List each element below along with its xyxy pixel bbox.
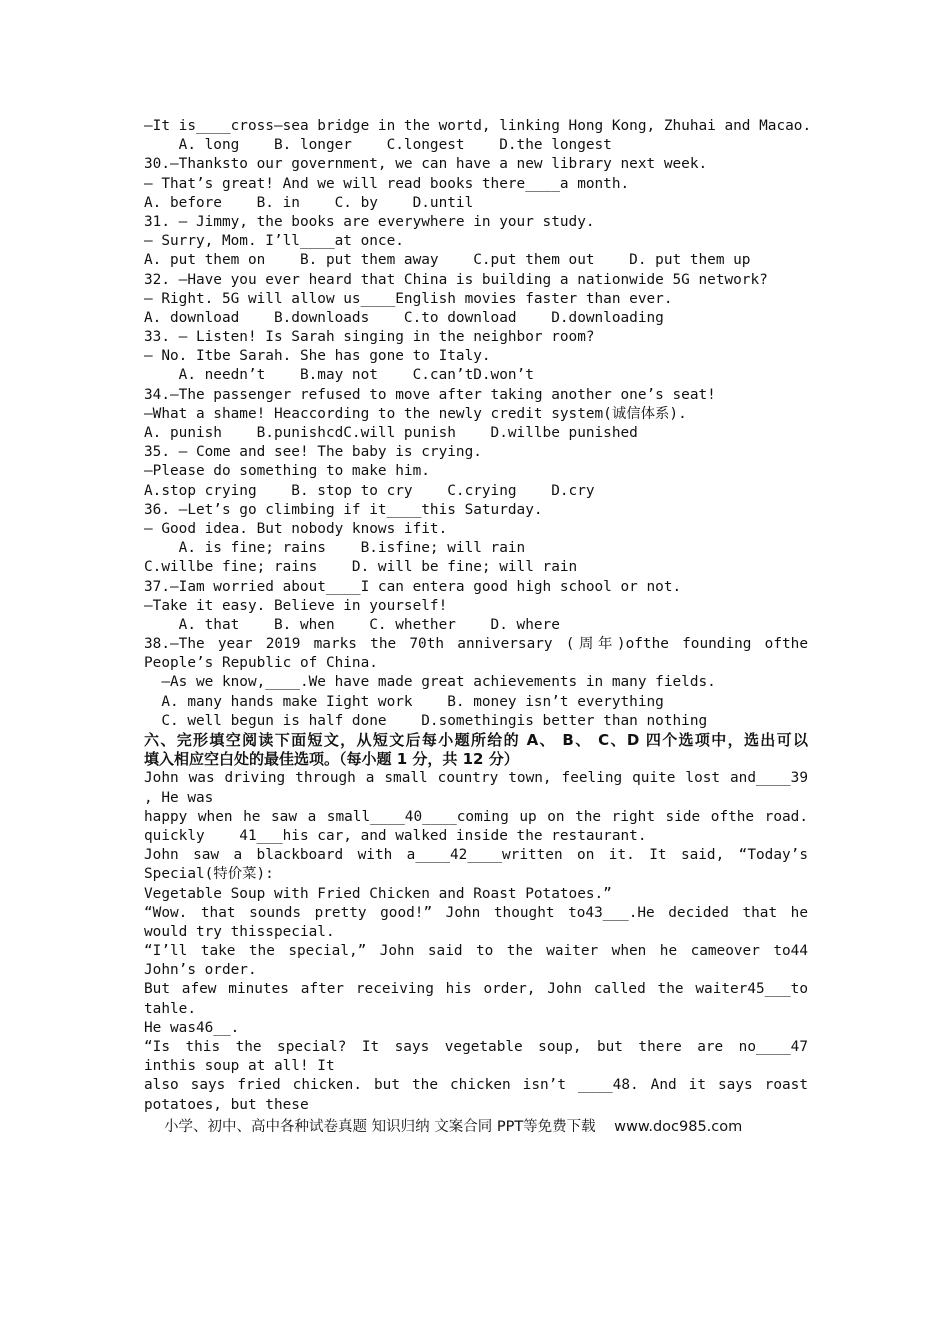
text-line: would try thisspecial. [144,923,335,940]
text-line: potatoes, but these [144,1096,309,1113]
text-line: — That’s great! And we will read books there____a month. [144,175,630,192]
text-line: —What a shame! Heaccording to the newly credit system(诚信体系). [144,405,687,422]
text-line: quickly 41___his car, and walked inside the restaurant. [144,827,647,844]
text-line: A. is fine; rains B.isfine; will rain [144,540,526,557]
text-line: A. put them on B. put them away C.put them out D. put them up [144,252,751,269]
text-line: A. punish B.punishcdC.will punish D.willbe punished [144,425,638,441]
text-line: 37.—Iam worried about____I can entera good high school or not. [144,578,682,595]
text-line: A. that B. when C. whether D. where [144,616,560,633]
text-line: 34.—The passenger refused to move after taking another one’s seat! [144,386,716,403]
text-line: 35. — Come and see! The baby is crying. [144,444,482,461]
text-line: A. download B.downloads C.to download D.downloading [144,309,664,326]
section-heading-line: 六、完形填空阅读下面短文，从短文后每小题所给的 A、 B、 C、D 四个选项中，选出可以 [144,731,808,749]
text-line: — Surry, Mom. I’ll____at once. [144,233,404,250]
text-line: C.willbe fine; rains D. will be fine; will rain [144,559,578,576]
text-line: He was46__. [144,1019,240,1036]
text-line: tahle. [144,1000,196,1017]
text-line: Vegetable Soup with Fried Chicken and Roast Potatoes.” [144,885,612,902]
text-line: 38.—The year 2019 marks the 70th anniversary (周年)ofthe founding ofthe [144,636,808,653]
text-line: also says fried chicken. but the chicken isn’t ____48. And it says roast [144,1077,808,1094]
text-line: 30.—Thanksto our government, we can have a new library next week. [144,156,708,173]
text-line: John’s order. [144,962,257,979]
text-line: 31. — Jimmy, the books are everywhere in your study. [144,213,595,230]
page-footer: 小学、初中、高中各种试卷真题 知识归纳 文案合同 PPT等免费下载 www.doc985.com [164,1119,743,1135]
text-line: “Wow. that sounds pretty good!” John thought to43___.He decided that he [144,904,808,921]
text-line: inthis soup at all! It [144,1058,335,1075]
text-line: A. many hands make Iight work B. money isn’t everything [144,693,664,710]
text-line: “Is this the special? It says vegetable soup, but there are no____47 [144,1039,808,1055]
text-line: John was driving through a small country town, feeling quite lost and____39 [144,770,808,787]
section-heading-line: 填入相应空白处的最佳选项。（每小题 1 分，共 12 分） [144,750,519,769]
text-line: Special(特价菜): [144,866,274,883]
text-line: —Take it easy. Believe in yourself! [144,597,448,614]
exam-page-body [144,117,812,1115]
text-line: —As we know,____.We have made great achievements in many fields. [144,674,716,691]
text-line: 33. — Listen! Is Sarah singing in the neighbor room? [144,329,595,346]
text-line: A.stop crying B. stop to cry C.crying D.cry [144,482,595,499]
text-line: — Right. 5G will allow us____English movies faster than ever. [144,290,673,307]
text-line: —Please do something to make him. [144,463,430,480]
text-line: A. before B. in C. by D.until [144,194,474,211]
text-line: John saw a blackboard with a____42____written on it. It said, “Today’s [144,847,808,864]
text-line: 36. —Let’s go climbing if it____this Saturday. [144,501,543,518]
text-line: 32. —Have you ever heard that China is building a nationwide 5G network? [144,271,768,288]
text-line: happy when he saw a small____40____coming up on the right side ofthe road. [144,808,808,825]
text-line: A. needn’t B.may not C.can’tD.won’t [144,367,534,384]
text-line: A. long B. longer C.longest D.the longest [144,137,612,154]
text-line: C. well begun is half done D.somethingis better than nothing [144,712,708,729]
text-line: People’s Republic of China. [144,655,378,672]
text-line: But afew minutes after receiving his order, John called the waiter45___to [144,981,808,998]
text-line: — Good idea. But nobody knows ifit. [144,520,448,537]
text-line: — No. Itbe Sarah. She has gone to Italy. [144,348,491,365]
text-line: —It is____cross—sea bridge in the wortd, linking Hong Kong, Zhuhai and Macao. [144,118,812,134]
text-line: “I’ll take the special,” John said to the waiter when he cameover to44 [144,943,808,960]
text-line: , He was [144,789,214,806]
